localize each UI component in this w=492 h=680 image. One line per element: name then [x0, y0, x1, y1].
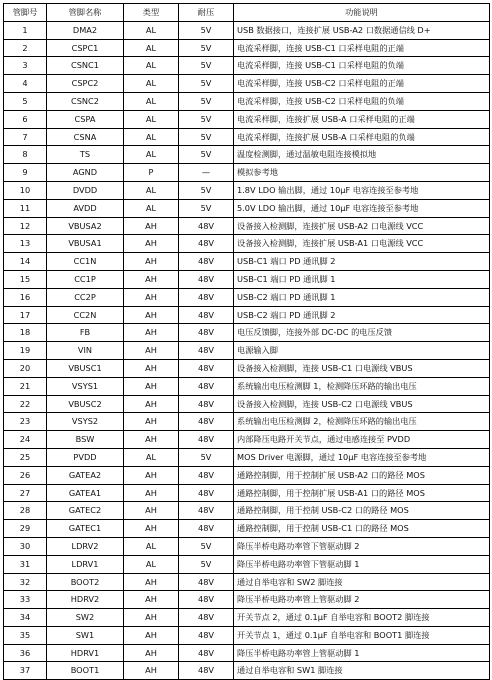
table-row [4, 484, 490, 502]
type-cell: AH [124, 413, 179, 431]
voltage-cell: 48V [179, 520, 234, 538]
function-cell: 设备接入检测脚，连接扩展 USB-A1 口电源线 VCC [234, 235, 490, 253]
type-cell: AL [124, 537, 179, 555]
function-cell: 5.0V LDO 输出脚，通过 10μF 电容连接至参考地 [234, 199, 490, 217]
type-cell: AH [124, 395, 179, 413]
type-cell: AL [124, 92, 179, 110]
voltage-cell: 48V [179, 609, 234, 627]
voltage-cell: 48V [179, 235, 234, 253]
table-row [4, 199, 490, 217]
type-cell: AH [124, 359, 179, 377]
type-cell: AH [124, 644, 179, 662]
function-cell: USB 数据接口，连接扩展 USB-A2 口数据通信线 D+ [234, 21, 490, 39]
pin-name-cell: VBUSC2 [47, 395, 124, 413]
voltage-cell: 48V [179, 377, 234, 395]
pin-number-cell: 12 [4, 217, 47, 235]
voltage-cell: 48V [179, 502, 234, 520]
type-cell: AH [124, 466, 179, 484]
function-cell: 降压半桥电路功率管下管驱动脚 1 [234, 555, 490, 573]
pin-number-cell: 37 [4, 662, 47, 680]
pin-name-cell: DVDD [47, 181, 124, 199]
pin-name-cell: HDRV2 [47, 591, 124, 609]
pin-number-cell: 28 [4, 502, 47, 520]
voltage-cell: 48V [179, 591, 234, 609]
header-type: 类型 [124, 4, 179, 22]
type-cell: AL [124, 110, 179, 128]
pin-number-cell: 25 [4, 448, 47, 466]
voltage-cell: — [179, 164, 234, 182]
function-cell: 温度检测脚，通过温敏电阻连接模拟地 [234, 146, 490, 164]
voltage-cell: 48V [179, 573, 234, 591]
function-cell: 内部降压电路开关节点，通过电感连接至 PVDD [234, 431, 490, 449]
table-row [4, 395, 490, 413]
table-row [4, 217, 490, 235]
pin-table [3, 3, 490, 680]
pin-number-cell: 19 [4, 342, 47, 360]
function-cell: 开关节点 1，通过 0.1μF 自举电容和 BOOT1 脚连接 [234, 626, 490, 644]
table-row [4, 626, 490, 644]
type-cell: AL [124, 75, 179, 93]
table-row [4, 342, 490, 360]
type-cell: AH [124, 253, 179, 271]
pin-number-cell: 16 [4, 288, 47, 306]
voltage-cell: 48V [179, 288, 234, 306]
pin-name-cell: VBUSC1 [47, 359, 124, 377]
pin-name-cell: PVDD [47, 448, 124, 466]
pin-number-cell: 4 [4, 75, 47, 93]
pin-number-cell: 23 [4, 413, 47, 431]
table-row [4, 39, 490, 57]
pin-name-cell: BOOT1 [47, 662, 124, 680]
function-cell: 电压反馈脚，连接外部 DC-DC 的电压反馈 [234, 324, 490, 342]
pin-name-cell: VIN [47, 342, 124, 360]
voltage-cell: 48V [179, 306, 234, 324]
table-row [4, 306, 490, 324]
table-row [4, 324, 490, 342]
function-cell: 通过自举电容和 SW2 脚连接 [234, 573, 490, 591]
table-row [4, 253, 490, 271]
function-cell: USB-C2 端口 PD 通讯脚 1 [234, 288, 490, 306]
pin-number-cell: 34 [4, 609, 47, 627]
function-cell: 降压半桥电路功率管下管驱动脚 2 [234, 537, 490, 555]
table-row [4, 466, 490, 484]
type-cell: AL [124, 555, 179, 573]
table-row [4, 288, 490, 306]
type-cell: AH [124, 520, 179, 538]
pin-number-cell: 32 [4, 573, 47, 591]
pin-number-cell: 8 [4, 146, 47, 164]
voltage-cell: 5V [179, 181, 234, 199]
type-cell: AH [124, 591, 179, 609]
table-row [4, 181, 490, 199]
voltage-cell: 5V [179, 128, 234, 146]
type-cell: AL [124, 128, 179, 146]
pin-name-cell: CSPA [47, 110, 124, 128]
function-cell: 电流采样脚，连接扩展 USB-A 口采样电阻的负端 [234, 128, 490, 146]
voltage-cell: 48V [179, 395, 234, 413]
table-row [4, 21, 490, 39]
pin-number-cell: 31 [4, 555, 47, 573]
pin-number-cell: 5 [4, 92, 47, 110]
type-cell: AL [124, 199, 179, 217]
type-cell: AH [124, 573, 179, 591]
voltage-cell: 5V [179, 448, 234, 466]
pin-number-cell: 24 [4, 431, 47, 449]
type-cell: AL [124, 146, 179, 164]
pin-number-cell: 7 [4, 128, 47, 146]
pin-name-cell: CC2P [47, 288, 124, 306]
pin-name-cell: CC2N [47, 306, 124, 324]
voltage-cell: 48V [179, 431, 234, 449]
pin-name-cell: TS [47, 146, 124, 164]
voltage-cell: 48V [179, 466, 234, 484]
function-cell: 通过自举电容和 SW1 脚连接 [234, 662, 490, 680]
type-cell: AH [124, 609, 179, 627]
pin-number-cell: 6 [4, 110, 47, 128]
pin-number-cell: 15 [4, 270, 47, 288]
voltage-cell: 5V [179, 57, 234, 75]
voltage-cell: 5V [179, 199, 234, 217]
voltage-cell: 5V [179, 92, 234, 110]
pin-name-cell: CC1P [47, 270, 124, 288]
voltage-cell: 48V [179, 217, 234, 235]
pin-name-cell: GATEC1 [47, 520, 124, 538]
voltage-cell: 5V [179, 75, 234, 93]
pin-number-cell: 26 [4, 466, 47, 484]
function-cell: USB-C1 端口 PD 通讯脚 2 [234, 253, 490, 271]
table-row [4, 448, 490, 466]
pin-name-cell: GATEA2 [47, 466, 124, 484]
function-cell: USB-C1 端口 PD 通讯脚 1 [234, 270, 490, 288]
pin-number-cell: 2 [4, 39, 47, 57]
type-cell: AH [124, 662, 179, 680]
table-row [4, 555, 490, 573]
pin-name-cell: GATEA1 [47, 484, 124, 502]
voltage-cell: 48V [179, 342, 234, 360]
pin-name-cell: AGND [47, 164, 124, 182]
function-cell: 电流采样脚，连接扩展 USB-A 口采样电阻的正端 [234, 110, 490, 128]
table-row [4, 520, 490, 538]
function-cell: 电流采样脚，连接 USB-C2 口采样电阻的负端 [234, 92, 490, 110]
table-row [4, 164, 490, 182]
pin-number-cell: 10 [4, 181, 47, 199]
pin-number-cell: 18 [4, 324, 47, 342]
header-pin-number: 管脚号 [4, 4, 47, 22]
voltage-cell: 5V [179, 21, 234, 39]
table-row [4, 128, 490, 146]
type-cell: AH [124, 431, 179, 449]
pin-name-cell: BOOT2 [47, 573, 124, 591]
pin-number-cell: 3 [4, 57, 47, 75]
voltage-cell: 5V [179, 146, 234, 164]
pin-name-cell: CSPC2 [47, 75, 124, 93]
pin-name-cell: AVDD [47, 199, 124, 217]
type-cell: AL [124, 39, 179, 57]
pin-number-cell: 17 [4, 306, 47, 324]
type-cell: AH [124, 288, 179, 306]
function-cell: 设备接入检测脚，连接 USB-C1 口电源线 VBUS [234, 359, 490, 377]
type-cell: AL [124, 448, 179, 466]
table-row [4, 57, 490, 75]
pin-name-cell: VSYS1 [47, 377, 124, 395]
function-cell: 1.8V LDO 输出脚，通过 10μF 电容连接至参考地 [234, 181, 490, 199]
function-cell: 电流采样脚，连接 USB-C2 口采样电阻的正端 [234, 75, 490, 93]
pin-name-cell: HDRV1 [47, 644, 124, 662]
voltage-cell: 5V [179, 537, 234, 555]
pin-number-cell: 9 [4, 164, 47, 182]
function-cell: 电流采样脚，连接 USB-C1 口采样电阻的正端 [234, 39, 490, 57]
type-cell: AH [124, 235, 179, 253]
table-row [4, 431, 490, 449]
pin-number-cell: 11 [4, 199, 47, 217]
pin-name-cell: VBUSA2 [47, 217, 124, 235]
header-function: 功能说明 [234, 4, 490, 22]
pin-name-cell: LDRV2 [47, 537, 124, 555]
pin-number-cell: 35 [4, 626, 47, 644]
voltage-cell: 48V [179, 413, 234, 431]
pin-name-cell: GATEC2 [47, 502, 124, 520]
pin-number-cell: 1 [4, 21, 47, 39]
voltage-cell: 48V [179, 324, 234, 342]
pin-name-cell: VBUSA1 [47, 235, 124, 253]
table-row [4, 92, 490, 110]
voltage-cell: 48V [179, 484, 234, 502]
table-row [4, 359, 490, 377]
type-cell: AH [124, 217, 179, 235]
type-cell: AH [124, 270, 179, 288]
function-cell: 通路控制脚，用于控制 USB-C1 口的路径 MOS [234, 520, 490, 538]
pin-name-cell: LDRV1 [47, 555, 124, 573]
table-row [4, 644, 490, 662]
pin-name-cell: BSW [47, 431, 124, 449]
table-row [4, 75, 490, 93]
pin-table-body [4, 21, 490, 679]
function-cell: 设备接入检测脚，连接扩展 USB-A2 口电源线 VCC [234, 217, 490, 235]
pin-name-cell: SW1 [47, 626, 124, 644]
pin-name-cell: CSPC1 [47, 39, 124, 57]
table-row [4, 270, 490, 288]
function-cell: USB-C2 端口 PD 通讯脚 2 [234, 306, 490, 324]
table-row [4, 377, 490, 395]
pin-number-cell: 22 [4, 395, 47, 413]
pin-number-cell: 20 [4, 359, 47, 377]
table-row [4, 413, 490, 431]
voltage-cell: 48V [179, 644, 234, 662]
table-row [4, 110, 490, 128]
pin-name-cell: SW2 [47, 609, 124, 627]
pin-number-cell: 36 [4, 644, 47, 662]
table-row [4, 146, 490, 164]
pin-table-container [3, 3, 490, 680]
voltage-cell: 5V [179, 110, 234, 128]
table-row [4, 537, 490, 555]
type-cell: AH [124, 502, 179, 520]
function-cell: 降压半桥电路功率管上管驱动脚 2 [234, 591, 490, 609]
type-cell: AL [124, 21, 179, 39]
voltage-cell: 48V [179, 253, 234, 271]
voltage-cell: 5V [179, 39, 234, 57]
pin-number-cell: 21 [4, 377, 47, 395]
pin-name-cell: CSNC2 [47, 92, 124, 110]
voltage-cell: 48V [179, 270, 234, 288]
pin-number-cell: 27 [4, 484, 47, 502]
pin-number-cell: 29 [4, 520, 47, 538]
type-cell: AH [124, 626, 179, 644]
header-voltage-rating: 耐压 [179, 4, 234, 22]
pin-table-header [4, 4, 490, 22]
type-cell: AH [124, 306, 179, 324]
type-cell: AH [124, 484, 179, 502]
function-cell: 通路控制脚，用于控制扩展 USB-A1 口的路径 MOS [234, 484, 490, 502]
function-cell: 系统输出电压检测脚 2，检测降压环路的输出电压 [234, 413, 490, 431]
pin-number-cell: 33 [4, 591, 47, 609]
type-cell: AL [124, 57, 179, 75]
type-cell: AH [124, 324, 179, 342]
function-cell: 通路控制脚，用于控制扩展 USB-A2 口的路径 MOS [234, 466, 490, 484]
function-cell: 开关节点 2，通过 0.1μF 自举电容和 BOOT2 脚连接 [234, 609, 490, 627]
voltage-cell: 48V [179, 359, 234, 377]
pin-number-cell: 30 [4, 537, 47, 555]
pin-name-cell: CSNC1 [47, 57, 124, 75]
header-row [4, 4, 490, 22]
pin-number-cell: 14 [4, 253, 47, 271]
pin-name-cell: DMA2 [47, 21, 124, 39]
function-cell: 模拟参考地 [234, 164, 490, 182]
pin-name-cell: CSNA [47, 128, 124, 146]
table-row [4, 235, 490, 253]
voltage-cell: 48V [179, 662, 234, 680]
function-cell: 电源输入脚 [234, 342, 490, 360]
pin-name-cell: CC1N [47, 253, 124, 271]
function-cell: 通路控制脚，用于控制 USB-C2 口的路径 MOS [234, 502, 490, 520]
table-row [4, 502, 490, 520]
pin-number-cell: 13 [4, 235, 47, 253]
table-row [4, 609, 490, 627]
type-cell: AL [124, 181, 179, 199]
pin-name-cell: VSYS2 [47, 413, 124, 431]
type-cell: AH [124, 342, 179, 360]
function-cell: MOS Driver 电源脚，通过 10μF 电容连接至参考地 [234, 448, 490, 466]
pin-name-cell: FB [47, 324, 124, 342]
function-cell: 设备接入检测脚，连接 USB-C2 口电源线 VBUS [234, 395, 490, 413]
function-cell: 电流采样脚，连接 USB-C1 口采样电阻的负端 [234, 57, 490, 75]
table-row [4, 591, 490, 609]
voltage-cell: 5V [179, 555, 234, 573]
header-pin-name: 管脚名称 [47, 4, 124, 22]
type-cell: AH [124, 377, 179, 395]
voltage-cell: 48V [179, 626, 234, 644]
function-cell: 系统输出电压检测脚 1，检测降压环路的输出电压 [234, 377, 490, 395]
function-cell: 降压半桥电路功率管上管驱动脚 1 [234, 644, 490, 662]
table-row [4, 573, 490, 591]
type-cell: P [124, 164, 179, 182]
